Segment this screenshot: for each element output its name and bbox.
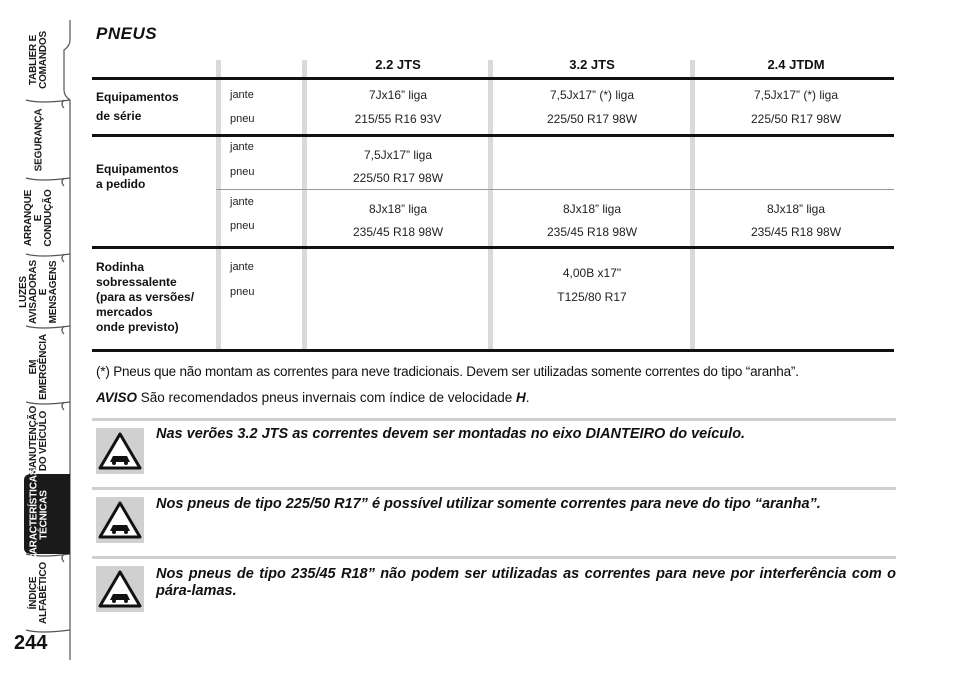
chapter-tabs bbox=[0, 0, 76, 676]
row-label-equipamentos-pedido: Equipamentos a pedido bbox=[96, 162, 179, 191]
cell-pedido-b-3-2-jts-jante: 8Jx18” liga bbox=[562, 202, 622, 216]
column-header-2-2-jts: 2.2 JTS bbox=[375, 57, 421, 72]
column-separator bbox=[302, 60, 307, 352]
cell-2-2-jts-jante: 7Jx16” liga bbox=[368, 88, 428, 102]
footnote: (*) Pneus que não montam as correntes para neve tradicionais. Devem ser utilizadas somente correntes do tipo “aranha”. bbox=[96, 364, 799, 379]
aviso-index: H bbox=[516, 390, 526, 405]
row-rule bbox=[92, 134, 894, 137]
column-separator bbox=[488, 60, 493, 352]
warning-text-1: Nas verões 3.2 JTS as correntes devem ser montadas no eixo DIANTEIRO do veículo. bbox=[156, 426, 746, 442]
section-title: PNEUS bbox=[96, 24, 158, 43]
warning-triangle-icon bbox=[96, 428, 144, 474]
page-number: 244 bbox=[14, 632, 48, 654]
cell-3-2-jts-jante: 7,5Jx17” (*) liga bbox=[549, 88, 635, 102]
cell-pedido-a-2-2-jts-jante: 7,5Jx17” liga bbox=[363, 148, 433, 162]
row-label-rodinha-sobressalente: Rodinha sobressalente (para as versões/ mercados onde previsto) bbox=[96, 260, 195, 334]
aviso-text: São recomendados pneus invernais com índice de velocidade bbox=[140, 390, 513, 405]
sub-label-jante: jante bbox=[230, 141, 254, 153]
sub-label-jante: jante bbox=[230, 196, 254, 208]
sub-label-pneu: pneu bbox=[230, 113, 255, 125]
sub-row-rule bbox=[216, 189, 894, 190]
row-rule bbox=[92, 246, 894, 249]
aviso-note bbox=[96, 390, 530, 405]
cell-pedido-b-2-2-jts-pneu: 235/45 R18 98W bbox=[352, 225, 444, 239]
sub-label-pneu: pneu bbox=[230, 220, 255, 232]
cell-pedido-b-2-4-jtdm-pneu: 235/45 R18 98W bbox=[750, 225, 842, 239]
cell-rodinha-jante: 4,00B x17" bbox=[562, 266, 622, 280]
cell-pedido-a-2-2-jts-pneu: 225/50 R17 98W bbox=[352, 171, 444, 185]
sub-label-jante: jante bbox=[230, 261, 254, 273]
cell-pedido-b-2-4-jtdm-jante: 8Jx18” liga bbox=[766, 202, 826, 216]
tab-manutencao-veiculo[interactable]: MANUTENÇÃO DO VEÍCULO bbox=[28, 405, 49, 477]
sub-label-pneu: pneu bbox=[230, 166, 255, 178]
cell-pedido-b-3-2-jts-pneu: 235/45 R18 98W bbox=[546, 225, 638, 239]
tab-em-emergencia[interactable]: EM EMERGÊNCIA bbox=[28, 334, 49, 400]
table-top-rule bbox=[92, 77, 894, 80]
warning-triangle-icon bbox=[96, 566, 144, 612]
row-label-equipamentos-serie: Equipamentos de série bbox=[96, 90, 179, 123]
warning-divider bbox=[92, 418, 896, 421]
cell-2-4-jtdm-pneu: 225/50 R17 98W bbox=[750, 112, 842, 126]
tab-tablier-comandos[interactable]: TABLIER E COMANDOS bbox=[28, 31, 49, 89]
aviso-label: AVISO bbox=[96, 390, 138, 405]
cell-2-2-jts-pneu: 215/55 R16 93V bbox=[354, 112, 442, 126]
tab-indice-alfabetico[interactable]: ÍNDICE ALFABÉTICO bbox=[27, 562, 49, 624]
cell-3-2-jts-pneu: 225/50 R17 98W bbox=[546, 112, 638, 126]
cell-rodinha-pneu: T125/80 R17 bbox=[557, 290, 627, 304]
column-separator bbox=[690, 60, 695, 352]
tab-seguranca[interactable]: SEGURANÇA bbox=[33, 108, 44, 172]
aviso-end: . bbox=[525, 390, 530, 405]
column-header-3-2-jts: 3.2 JTS bbox=[569, 57, 615, 72]
warning-text-3: Nos pneus de tipo 235/45 R18” não podem ser utilizadas as correntes para neve por interferência com o pára-lamas. bbox=[156, 566, 896, 599]
warning-divider bbox=[92, 487, 896, 490]
tab-luzes-avisadoras[interactable]: LUZES AVISADORAS E MENSAGENS bbox=[18, 260, 59, 324]
column-separator bbox=[216, 60, 221, 352]
warning-divider bbox=[92, 556, 896, 559]
cell-pedido-b-2-2-jts-jante: 8Jx18” liga bbox=[368, 202, 428, 216]
tab-caracteristicas-tecnicas[interactable]: CARACTERÍSTICAS TÉCNICAS bbox=[28, 468, 49, 562]
sub-label-pneu: pneu bbox=[230, 286, 255, 298]
table-bottom-rule bbox=[92, 349, 894, 352]
column-header-2-4-jtdm: 2.4 JTDM bbox=[767, 57, 825, 72]
sub-label-jante: jante bbox=[230, 89, 254, 101]
cell-2-4-jtdm-jante: 7,5Jx17” (*) liga bbox=[753, 88, 839, 102]
warning-triangle-icon bbox=[96, 497, 144, 543]
tab-arranque-conducao[interactable]: ARRANQUE E CONDUÇÃO bbox=[23, 189, 54, 247]
warning-text-2: Nos pneus de tipo 225/50 R17” é possível utilizar somente correntes para neve do tipo “aranha”. bbox=[156, 496, 821, 512]
